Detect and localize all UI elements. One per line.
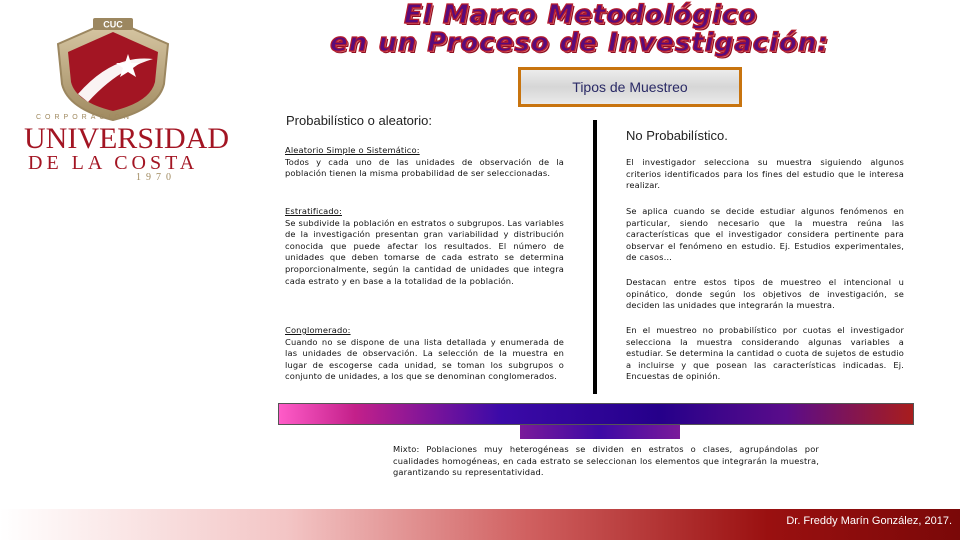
aleatorio-simple-section — [285, 145, 564, 180]
non-probabilistic-paragraph: En el muestreo no probabilístico por cuotas el investigador selecciona la muestra considerando algunas variables a estudiar. Se determina la cantidad o cuota de sujetos de estudio a incluirse y que posean las características indicadas. Ej. Encuestas de opinión. — [626, 325, 904, 382]
aleatorio-simple-text: Todos y cada uno de las unidades de observación de la población tienen la misma probabilidad de ser seleccionadas. — [285, 156, 564, 179]
estratificado-text: Se subdivide la población en estratos o subgrupos. Las variables de la investigación presentan gran variabilidad y distribución conocida que puede afectar los resultados. El número de unidades que deben tomarse de cada estrato se determina proporcionalmente, según la cantidad de unidades que integra cada estrato y en base a la totalidad de la población. — [285, 217, 564, 286]
decorative-gradient-tab — [520, 425, 680, 439]
conglomerado-text: Cuando no se dispone de una lista detallada y enumerada de las unidades de observación. La selección de la muestra en lugar de escogerse cada unidad, se toman los subgrupos o conjunto de unidades, a los que se denominan conglomerados. — [285, 336, 564, 382]
probabilistic-heading: Probabilístico o aleatorio: — [286, 113, 432, 128]
title-line-2: en un Proceso de Investigación: — [330, 28, 829, 58]
emblem-text: CUC — [103, 19, 123, 30]
mixto-paragraph: Mixto: Poblaciones muy heterogéneas se dividen en estratos o clases, agrupándolas por cualidades homogéneas, en cada estrato se seleccionan los elementos que integrarán la muestra, garantizando su representatividad. — [393, 444, 819, 478]
decorative-gradient-bar — [278, 403, 914, 425]
non-probabilistic-paragraph: Se aplica cuando se decide estudiar algunos fenómenos en particular, siendo necesario que la muestra reúna las características que el investigador considera pertinente para observar el fenómeno en estudio. Ej. Estudios experimentales, de casos… — [626, 206, 904, 263]
logo-place: DE LA COSTA — [28, 152, 199, 174]
non-probabilistic-paragraph: El investigador selecciona su muestra siguiendo algunos criterios identificados para los fines del estudio que le interesa realizar. — [626, 157, 904, 191]
aleatorio-simple-heading: Aleatorio Simple o Sistemático: — [285, 145, 420, 155]
tipos-de-muestreo-box: Tipos de Muestreo — [518, 67, 742, 107]
estratificado-heading: Estratificado: — [285, 206, 342, 216]
logo-corporation: CORPORACIÓN — [36, 114, 133, 121]
logo-year: 1970 — [136, 172, 176, 183]
logo-university: UNIVERSIDAD — [24, 122, 229, 155]
conglomerado-section — [285, 325, 564, 383]
conglomerado-heading: Conglomerado: — [285, 325, 351, 335]
estratificado-section — [285, 206, 564, 287]
title-line-1: El Marco Metodológico — [404, 0, 758, 30]
university-logo — [18, 14, 229, 184]
footer-credit: Dr. Freddy Marín González, 2017. — [786, 515, 952, 527]
column-divider — [593, 120, 597, 394]
non-probabilistic-paragraph: Destacan entre estos tipos de muestreo el intencional u opinático, donde según los objetivos de investigación, se deciden las unidades que integrarán la muestra. — [626, 277, 904, 311]
non-probabilistic-heading: No Probabilístico. — [626, 128, 728, 143]
